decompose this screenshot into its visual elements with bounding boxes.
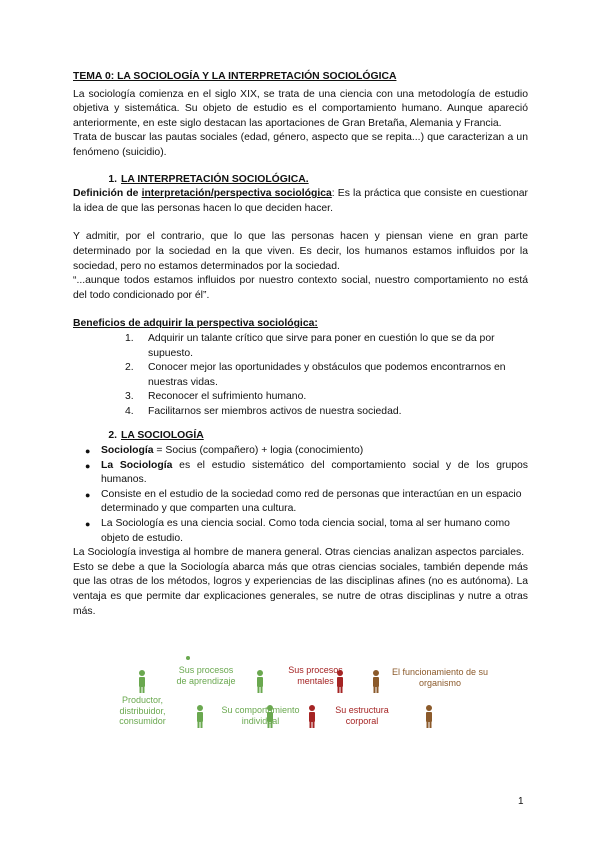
graphic-label: Productor, distribuidor, consumidor: [119, 695, 166, 726]
body-paragraph: Esto se debe a que la Sociología abarca más que otras ciencias sociales, también depende más que las otras de los métodos, logros y experiencias de las disciplinas afines (no es autónoma). La ventaja es que permite dar explicaciones generales, se nutre de otras disciplinas y nutre a otras más.: [73, 561, 528, 617]
person-icon: [309, 705, 315, 728]
document-body: [73, 70, 528, 619]
intro-paragraph: Trata de buscar las pautas sociales (edad, género, aspecto que se repita...) que caracterizan a un fenómeno (suicidio).: [73, 132, 528, 158]
sociology-illustration: [100, 655, 505, 750]
section-heading: 2. LA SOCIOLOGÍA: [108, 430, 204, 442]
bullet-list: [73, 444, 528, 546]
person-icon: [373, 670, 379, 693]
body-paragraph: La Sociología investiga al hombre de manera general. Otras ciencias analizan aspectos parciales.: [73, 547, 525, 559]
graphic-label: El funcionamiento de su organismo: [391, 667, 489, 688]
person-icon: [257, 670, 263, 693]
graphic-label: Sus procesos de aprendizaje: [176, 665, 236, 686]
benefits-heading: Beneficios de adquirir la perspectiva sociológica:: [73, 318, 318, 330]
person-icon: [139, 670, 145, 693]
benefits-list: [73, 332, 528, 420]
person-icon: [426, 705, 432, 728]
list-item: ● Consiste en el estudio de la sociedad como red de personas que interactúan en un espacio determinado y que comparten una cultura.: [85, 488, 522, 515]
list-item: 2. Conocer mejor las oportunidades y obstáculos que podemos encontrarnos en nuestras vidas.: [125, 362, 506, 388]
quote-paragraph: “...aunque todos estamos influidos por nuestro contexto social, nuestro comportamiento no está del todo condicionado por él”.: [73, 275, 528, 301]
page-title: TEMA 0: LA SOCIOLOGÍA Y LA INTERPRETACIÓN SOCIOLÓGICA: [73, 71, 397, 82]
list-item: 4. Facilitarnos ser miembros activos de nuestra sociedad.: [125, 405, 402, 417]
list-item: 1. Adquirir un talante crítico que sirve para poner en cuestión lo que se da por supuesto.: [125, 332, 495, 359]
person-icon: [186, 656, 190, 660]
list-item: ● Sociología = Socius (compañero) + logia (conocimiento): [85, 445, 364, 457]
graphic-label: Su estructura corporal: [335, 705, 389, 726]
graphic-label: Su comportamiento individual: [221, 705, 300, 726]
list-item: 3. Reconocer el sufrimiento humano.: [125, 391, 307, 403]
page-number: 1: [518, 796, 524, 807]
graphic-label: Sus procesos mentales: [288, 665, 343, 686]
definition-paragraph: Definición de interpretación/perspectiva sociológica: Es la práctica que consiste en cuestionar la idea de que las personas hacen lo que deciden hacer.: [73, 188, 528, 214]
intro-paragraph: La sociología comienza en el siglo XIX, se trata de una ciencia con una metodología de estudio objetiva y sistemática. Su objeto de estudio es el comportamiento humano. Aunque apareció anteriormente, en este siglo destacan las aportaciones de Gran Bretaña, Alemania y Francia.: [73, 88, 528, 129]
section-heading: 1. LA INTERPRETACIÓN SOCIOLÓGICA.: [108, 173, 309, 185]
body-paragraph: Y admitir, por el contrario, que lo que las personas hacen y piensan viene en gran parte determinado por la sociedad en la que viven. Es decir, los humanos estamos influidos por la sociedad, pero no estamos determinados por la sociedad.: [73, 231, 528, 272]
list-item: ● La Sociología es una ciencia social. Como toda ciencia social, toma al ser humano como objeto de estudio.: [85, 518, 510, 544]
person-icon: [197, 705, 203, 728]
list-item: ● La Sociología es el estudio sistemático del comportamiento social y de los grupos humanos.: [85, 459, 528, 486]
